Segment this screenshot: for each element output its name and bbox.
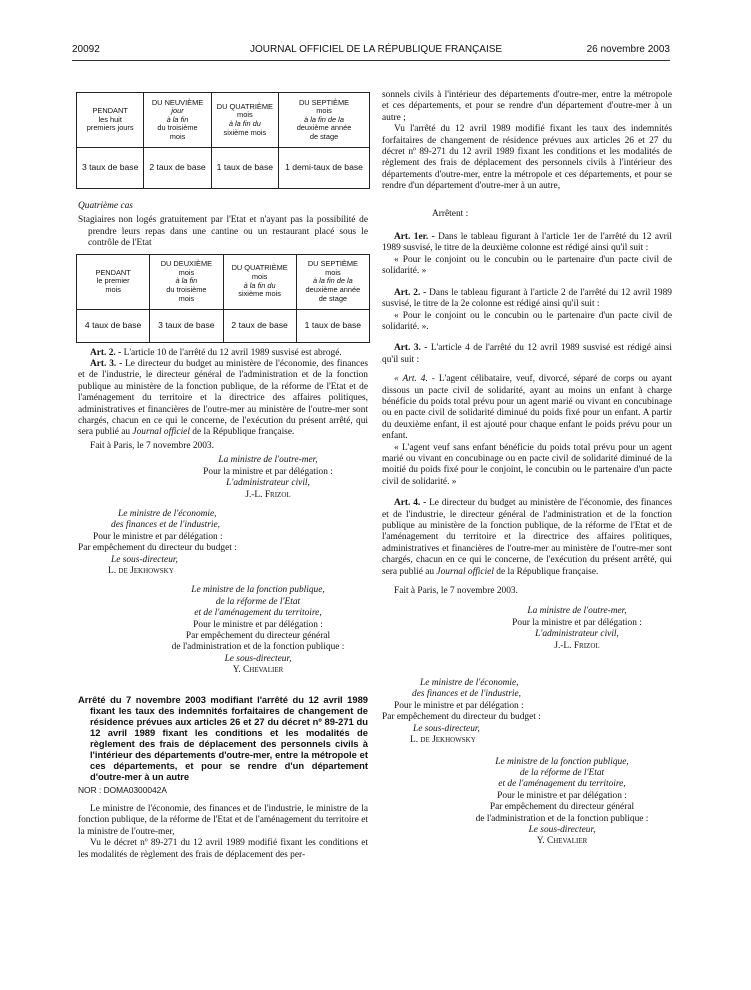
table-cell: 1 demi-taux de base (279, 148, 370, 189)
paragraph: sonnels civils à l'intérieur des départements d'outre-mer, entre la métropole et ces départements, et pour se rendre d'un département d'outre-mer à un autre ; (382, 90, 672, 123)
nor-reference: NOR : DOMA0300042A (78, 784, 167, 795)
article-quote: « Pour le conjoint ou le concubin ou le partenaire d'un pacte civil de solidarité. » (382, 254, 672, 277)
table-third-case (76, 92, 370, 189)
table-cell: 2 taux de base (223, 309, 296, 342)
table-header-cell: DU SEPTIÈME mois à la fin de la deuxième année de stage (279, 93, 370, 148)
table-cell: 1 taux de base (296, 309, 369, 342)
decree-title: Arrêté du 7 novembre 2003 modifiant l'arrêté du 12 avril 1989 fixant les taux des indemnités forfaitaires de changement de résidence prévues aux articles 26 et 27 du décret nº 89-271 du 12 avril 1989 fixant les conditions et les modalités de règlement des frais de déplacement des personnels civils à l'intérieur des départements d'outre-mer, entre la métropole et ces départements, et pour se rendre d'un département d'outre-mer à un autre (78, 693, 368, 782)
article-quote: « Pour le conjoint ou le concubin ou le partenaire d'un pacte civil de solidarité. ». (382, 310, 672, 332)
table-header-row (77, 254, 370, 309)
signature-block: La ministre de l'outre-mer, Pour la ministre et par délégation : L'administrateur civil, J.-L. Frizol (203, 455, 333, 500)
table-header-row (77, 93, 370, 148)
header-rule (72, 60, 670, 61)
article: Art. 4. - Le directeur du budget au ministère de l'économie, des finances et de l'industrie, le directeur général de l'administration et de la fonction publique au ministère de la fonction publique, de la réforme de l'Etat et de l'aménagement du territoire et la directrice des affaires politiques, administratives et financières de l'outre-mer au ministère de l'outre-mer sont chargés, chacun en ce qui le concerne, de l'exécution du présent arrêté, qui sera publié au Journal officiel de la République française. (382, 498, 673, 577)
signature-date: Fait à Paris, le 7 novembre 2003. (394, 586, 518, 597)
table-header-cell: DU QUATRIÈME mois à la fin du sixième mois (211, 93, 278, 148)
table-cell: 1 taux de base (211, 148, 278, 189)
paragraph: Vu l'arrêté du 12 avril 1989 modifié fixant les taux des indemnités forfaitaires de changement de résidence prévues aux articles 26 et 27 du décret nº 89-271 du 12 avril 1989 fixant les conditions et les modalités de règlement des frais de déplacement des personnels civils à l'intérieur des départements d'outre-mer, entre la métropole et ces départements, et pour se rendre d'un département d'outre-mer à un autre, (382, 124, 672, 192)
table-header-cell: DU SEPTIÈME mois à la fin de la deuxième année de stage (296, 254, 369, 309)
signature-block: Le ministre de la fonction publique, de la réforme de l'Etat et de l'aménagement du territoire, Pour le ministre et par délégation : Par empêchement du directeur général de l'administration et de la fonction publique : Le sous-directeur, Y. Chevalier (171, 585, 345, 676)
article-quote: « Art. 4. - L'agent célibataire, veuf, divorcé, séparé de corps ou ayant dissous un pacte civil de solidarité, ayant au moins un enfant à charge bénéficie du poids total prévu pour un agent marié ou vivant en concubinage ou en pacte civil de solidarité diminué du poids fixé pour un enfant. A partir du deuxième enfant, il est ajouté pour chaque enfant le poids prévu pour un enfant. (382, 374, 673, 442)
paragraph: Le ministre de l'économie, des finances et de l'industrie, le ministre de la fonction publique, de la réforme de l'Etat et de l'aménagement du territoire et la ministre de l'outre-mer, (78, 804, 368, 837)
page-number: 20092 (72, 44, 100, 55)
table-cell: 3 taux de base (150, 309, 223, 342)
article: Art. 2. - Dans le tableau figurant à l'article 2 de l'arrêté du 12 avril 1989 susvisé, le titre de la 2e colonne est rédigé ainsi qu'il suit : (382, 287, 672, 310)
signature-block: La ministre de l'outre-mer, Pour la ministre et par délégation : L'administrateur civil, J.-L. Frizol (512, 606, 642, 651)
table-header-cell: DU DEUXIÈME mois à la fin du troisième mois (150, 254, 223, 309)
signature-block: Le ministre de la fonction publique, de la réforme de l'Etat et de l'aménagement du territoire, Pour le ministre et par délégation : Par empêchement du directeur général de l'administration et de la fonction publique : Le sous-directeur, Y. Chevalier (475, 756, 649, 847)
signature-block: Le ministre de l'économie, des finances et de l'industrie, Pour le ministre et par délégation : Par empêchement du directeur du budget : Le sous-directeur, L. de Jekhowsky (382, 678, 541, 746)
issue-date: 26 novembre 2003 (586, 44, 670, 55)
table-header-cell: PENDANT les huit premiers jours (77, 93, 144, 148)
paragraph: Stagiaires non logés gratuitement par l'Etat et n'ayant pas la possibilité de prendre leurs repas dans une cantine ou un restaurant placé sous le contrôle de l'Etat (78, 215, 368, 249)
section-heading: Quatrième cas (78, 201, 133, 211)
article: Art. 2. - L'article 10 de l'arrêté du 12 avril 1989 susvisé est abrogé. (90, 347, 342, 358)
table-header-cell: DU QUATRIÈME mois à la fin du sixième mois (223, 254, 296, 309)
paragraph: Vu le décret nº 89-271 du 12 avril 1989 modifié fixant les conditions et les modalités de règlement des frais de déplacement des per- (78, 838, 368, 860)
arretent-heading: Arrêtent : (432, 208, 469, 219)
article: Art. 1er. - Dans le tableau figurant à l'article 1er de l'arrêté du 12 avril 1989 susvisé, le titre de la deuxième colonne est rédigé ainsi qu'il suit : (382, 232, 672, 254)
article-quote: « L'agent veuf sans enfant bénéficie du poids total prévu pour un agent marié ou vivant en concubinage ou en pacte civil de solidarité diminué de la moitié du poids fixé pour le conjoint, le concubin ou le partenaire d'un pacte civil de solidarité. » (382, 442, 672, 487)
table-header-cell: PENDANT le premier mois (77, 254, 150, 309)
signature-block: Le ministre de l'économie, des finances et de l'industrie, Pour le ministre et par délégation : Par empêchement du directeur du budget : Le sous-directeur, L. de Jekhowsky (78, 508, 237, 576)
table-header-cell: DU NEUVIÈME jour à la fin du troisième mois (144, 93, 211, 148)
article: Art. 3. - Le directeur du budget au ministère de l'économie, des finances et de l'industrie, le directeur général de l'administration et de la fonction publique au ministère de la fonction publique, de la réforme de l'Etat et de l'aménagement du territoire et la directrice des affaires politiques, administratives et financières de l'outre-mer au ministère de l'outre-mer sont chargés, chacun en ce qui le concerne, de l'exécution du présent arrêté, qui sera publié au Journal officiel de la République française. (78, 359, 369, 438)
table-row (77, 148, 370, 189)
table-cell: 4 taux de base (77, 309, 150, 342)
table-fourth-case (76, 254, 370, 343)
table-row (77, 309, 370, 342)
table-cell: 2 taux de base (144, 148, 211, 189)
right-column (382, 90, 672, 848)
table-cell: 3 taux de base (77, 148, 144, 189)
signature-date: Fait à Paris, le 7 novembre 2003. (90, 440, 214, 451)
page-header (72, 44, 670, 60)
left-column (78, 92, 368, 861)
journal-title: JOURNAL OFFICIEL DE LA RÉPUBLIQUE FRANÇAISE (250, 44, 503, 55)
article: Art. 3. - L'article 4 de l'arrêté du 12 avril 1989 susvisé est rédigé ainsi qu'il suit : (382, 343, 672, 365)
